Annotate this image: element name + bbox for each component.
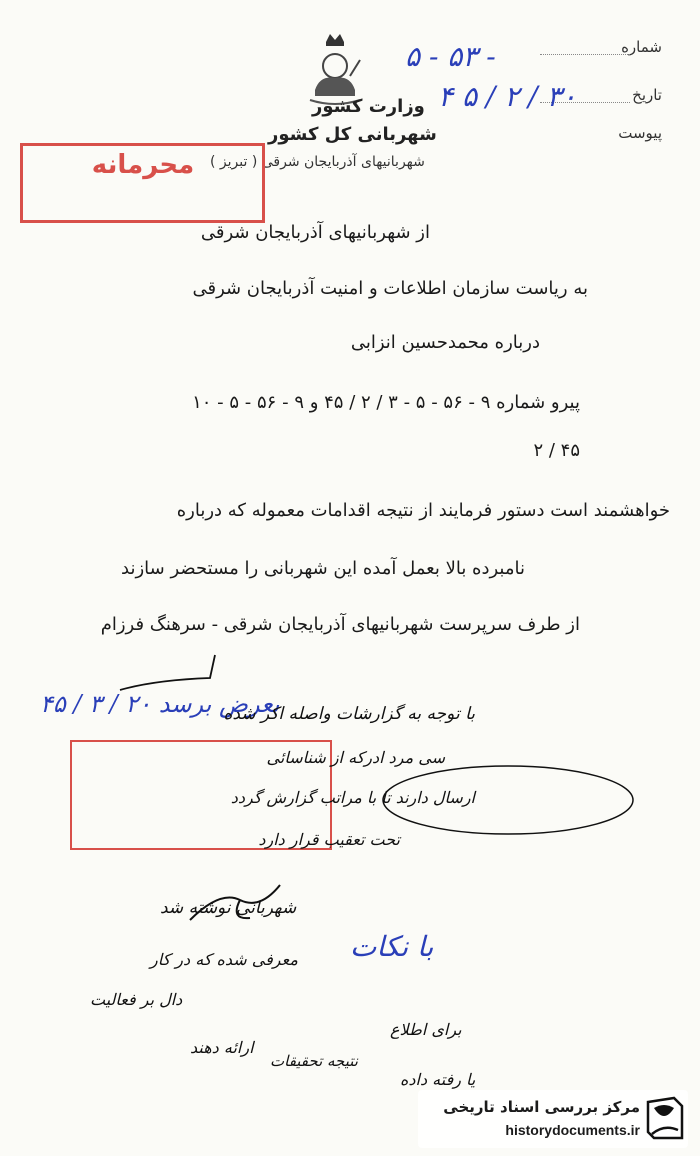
blue-signature: با نکات <box>350 930 434 963</box>
number-dotted-line <box>540 54 630 55</box>
signature-line: از طرف سرپرست شهربانیهای آذربایجان شرقی - سرهنگ فرزام <box>100 614 580 635</box>
bottom-note-4: ارائه دهند <box>190 1038 254 1057</box>
bottom-note-7: یا رفته داده <box>400 1070 476 1089</box>
watermark-name: مرکز بررسی اسناد تاریخی <box>443 1098 640 1116</box>
date-value: ۴ ۵ / ۲ / ۳۰ <box>438 80 577 113</box>
reference-line-2: ۲ / ۴۵ <box>533 440 580 461</box>
to-line: به ریاست سازمان اطلاعات و امنیت آذربایجان شرقی <box>192 278 588 299</box>
document-logo-icon <box>644 1094 686 1142</box>
subject-line: درباره محمدحسین انزابی <box>350 332 540 353</box>
bottom-note-1: شهربانی نوشته شد <box>160 898 297 918</box>
office-title: شهربانیهای آذربایجان شرقی ( تبریز ) <box>210 154 425 170</box>
reference-line: پیرو شماره ۹ - ۵۶ - ۵ - ۳ / ۲ / ۴۵ و ۹ - ۵۶ - ۵ - ۱۰ <box>192 392 580 413</box>
watermark-url: historydocuments.ir <box>505 1122 640 1138</box>
request-line-1: خواهشمند است دستور فرمایند از نتیجه اقدامات معموله که درباره <box>176 500 670 521</box>
bottom-note-6: نتیجه تحقیقات <box>270 1052 358 1070</box>
right-note-1: با توجه به گزارشات واصله اکر شده <box>223 704 475 724</box>
bottom-note-5: برای اطلاع <box>390 1020 462 1039</box>
attachment-label: پیوست <box>618 124 662 142</box>
right-note-3: ارسال دارند تا با مراتب گزارش گردد <box>230 788 475 807</box>
number-value: ۵ - ۵۳ - <box>405 40 496 73</box>
from-line: از شهربانیهای آذربایجان شرقی <box>200 222 430 243</box>
right-note-4: تحت تعقیب قرار دارد <box>258 830 400 849</box>
ministry-title: وزارت کشور <box>312 96 425 117</box>
confidential-stamp-text: محرمانه <box>91 150 195 180</box>
date-label: تاریخ <box>632 86 662 104</box>
bottom-note-2: معرفی شده که در کار <box>150 950 298 969</box>
bottom-note-3: دال بر فعالیت <box>90 990 183 1009</box>
circled-annotation <box>378 760 638 840</box>
number-label: شماره <box>621 38 662 56</box>
request-line-2: نامبرده بالا بعمل آمده این شهربانی را مستحضر سازند <box>121 558 525 579</box>
department-title: شهربانی کل کشور <box>268 124 437 145</box>
right-note-2: سی مرد ادرکه از شناسائی <box>266 748 445 767</box>
blue-note: بعرض برسد ۲۰ / ۳ / ۴۵ <box>40 690 280 718</box>
